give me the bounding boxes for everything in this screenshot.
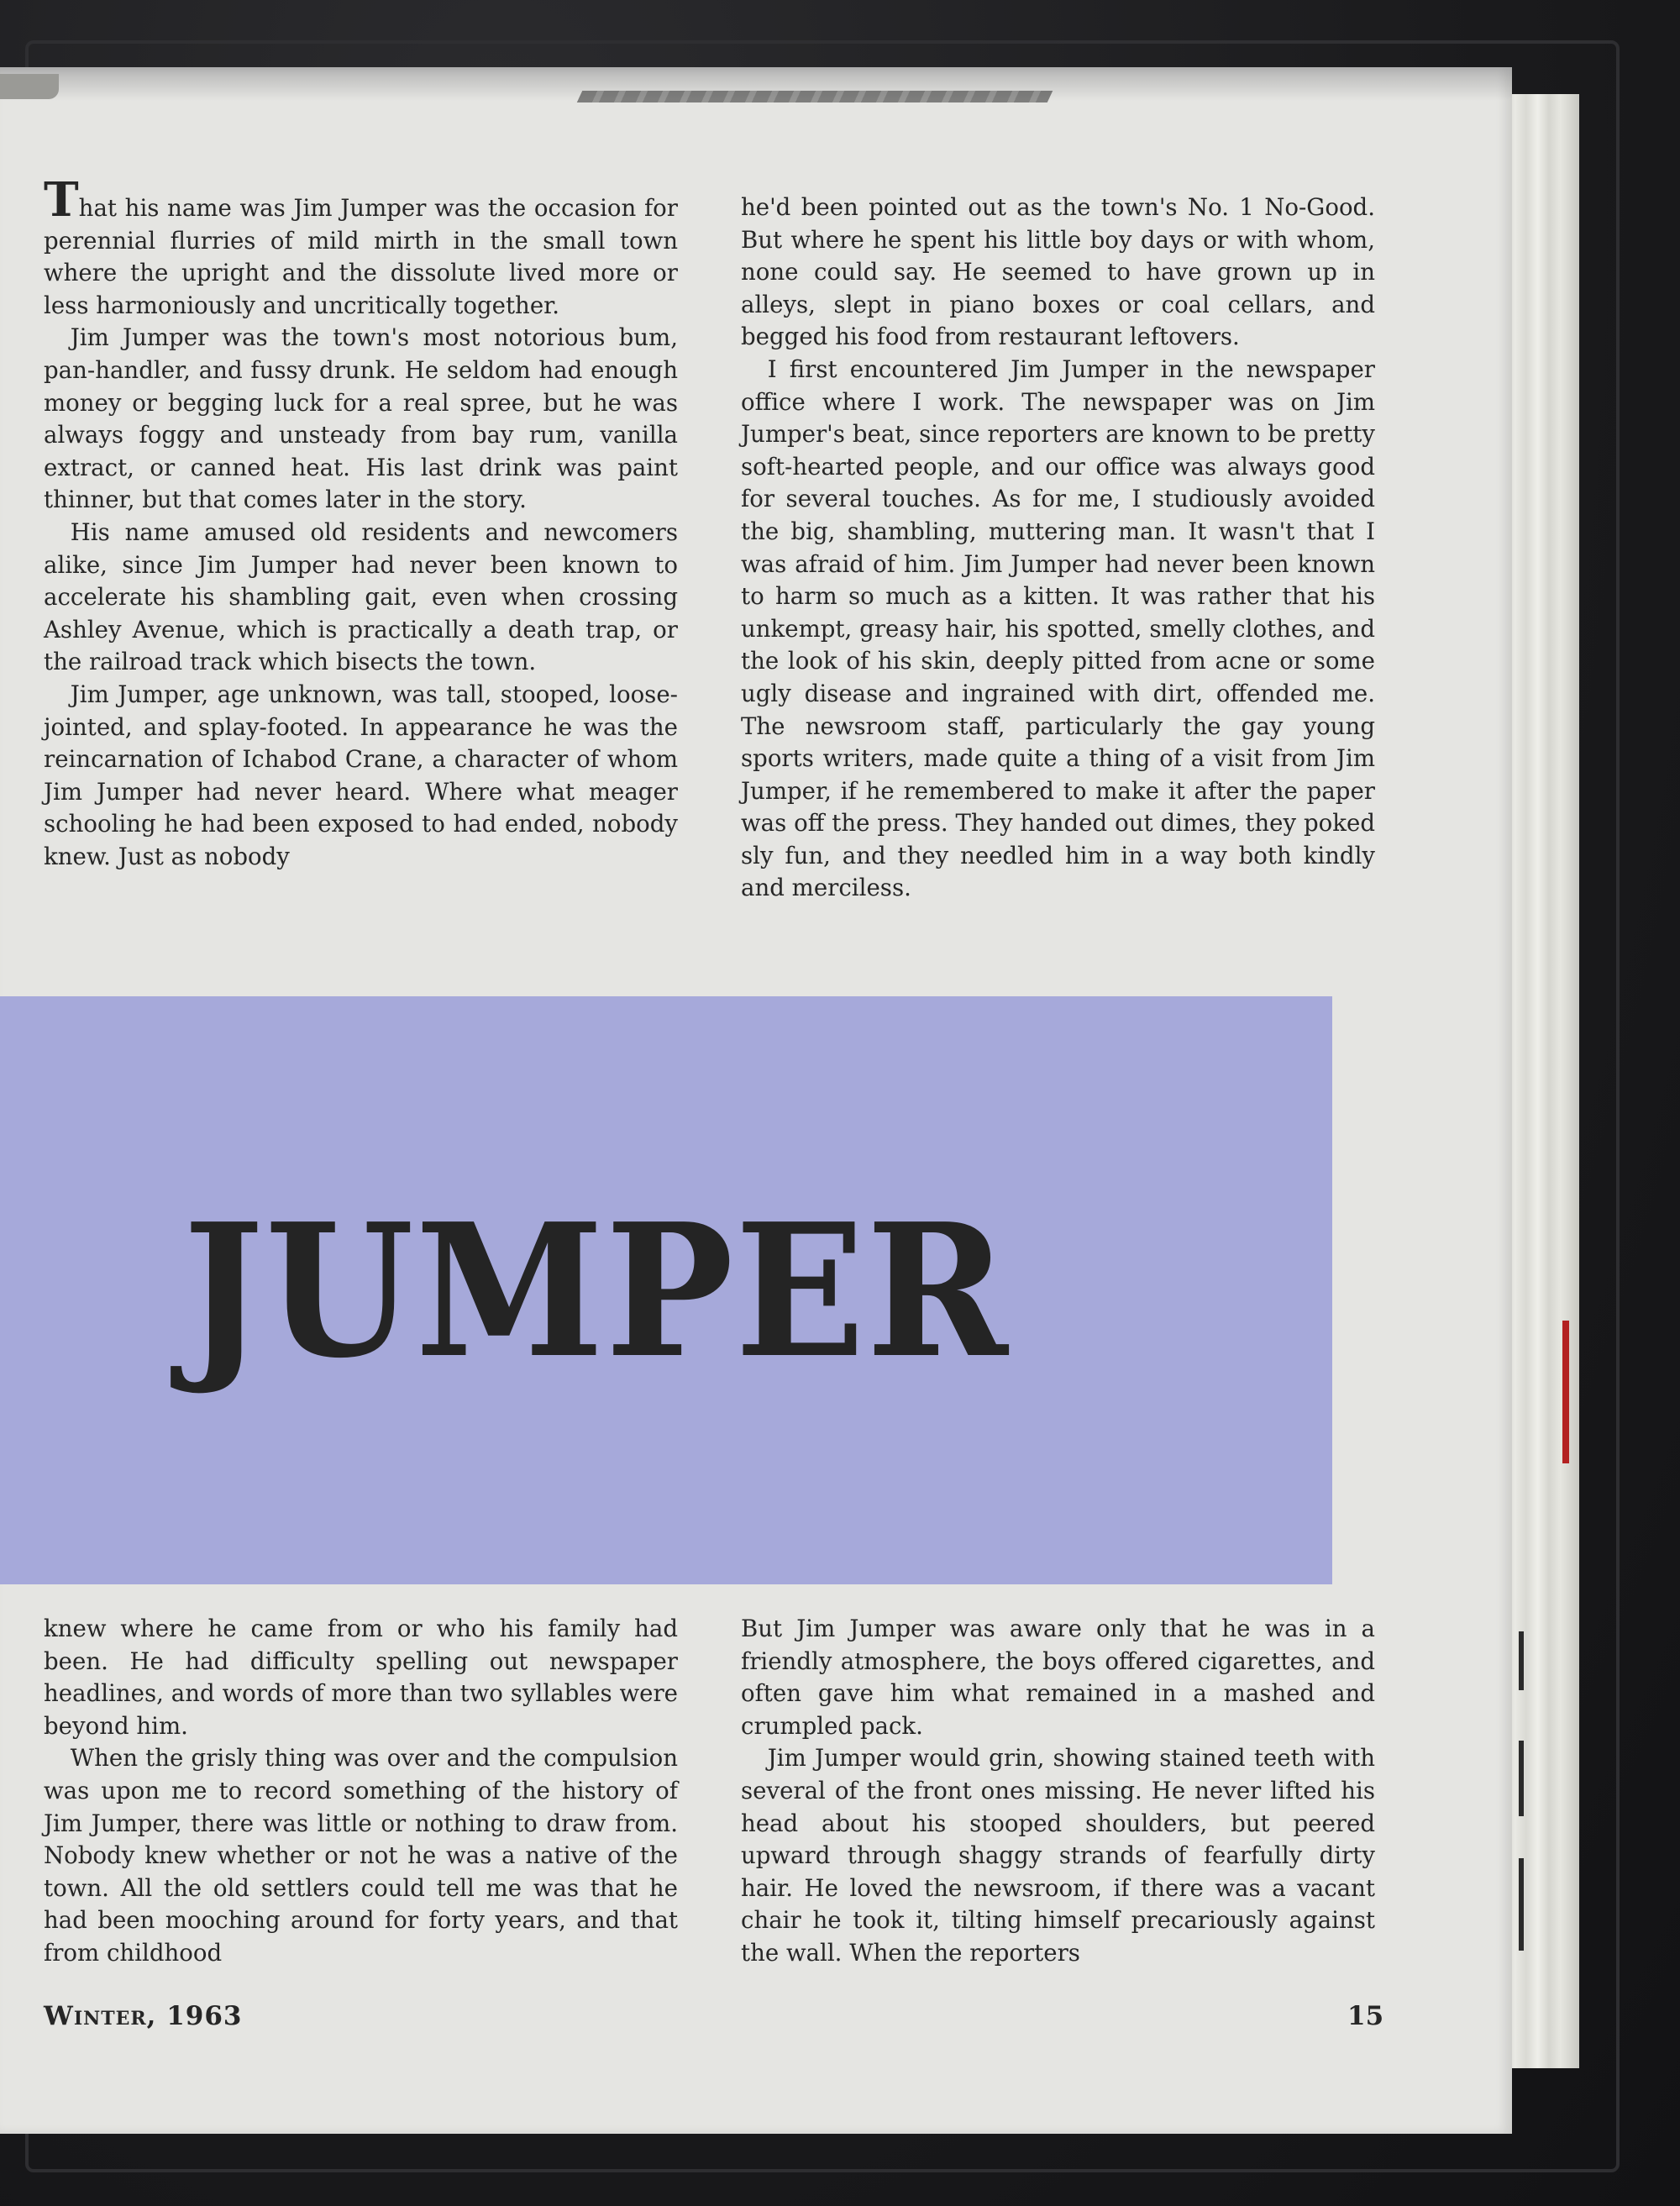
page-number: 15 <box>1347 2001 1384 2031</box>
article-paragraph: His name amused old residents and newcomers alike, since Jim Jumper had never been known to accelerate his shambling gait, even when crossing Ashley Avenue, which is practically a death trap, or the railroad track which bisects the town. <box>44 517 678 676</box>
article-paragraph: he'd been pointed out as the town's No. 1 No-Good. But where he spent his little boy days or with whom, none could say. He seemed to have grown up in alleys, slept in piano boxes or coal cellars, and begged his food from restaurant leftovers. <box>741 193 1375 351</box>
article-paragraph: Jim Jumper was the town's most notorious bum, pan-handler, and fussy drunk. He seldom had enough money or begging luck for a real spree, but he was always foggy and unsteady from bay rum, vanilla extract, or canned heat. His last drink was paint thinner, but that comes later in the story. <box>44 323 678 514</box>
torn-header-edge <box>577 91 1053 102</box>
page-stack-edge <box>1504 94 1579 2068</box>
binder-clip <box>0 74 59 99</box>
article-column-bottom-right <box>741 1613 1375 1970</box>
article-column-top-right <box>741 192 1375 905</box>
article-title: JUMPER <box>183 1184 1010 1399</box>
article-paragraph: When the grisly thing was over and the compulsion was upon me to record something of the history of Jim Jumper, there was little or nothing to draw from. Nobody knew whether or not he was a native of the town. All the old settlers could tell me was that he had been mooching around for forty years, and that from childhood <box>44 1744 678 1967</box>
article-paragraph: That his name was Jim Jumper was the occasion for perennial flurries of mild mirth in the small town where the upright and the dissolute lived more or less harmoniously and uncritically together. <box>44 172 678 319</box>
article-column-top-left <box>44 172 678 873</box>
issue-date: Winter, 1963 <box>44 2001 243 2031</box>
article-paragraph: But Jim Jumper was aware only that he was in a friendly atmosphere, the boys offered cigarettes, and often gave him what remained in a mashed and crumpled pack. <box>741 1615 1375 1740</box>
article-column-bottom-left <box>44 1613 678 1970</box>
article-paragraph: Jim Jumper, age unknown, was tall, stooped, loose-jointed, and splay-footed. In appearance he was the reincarnation of Ichabod Crane, a character of whom Jim Jumper had never heard. Where what meager schooling he had been exposed to had ended, nobody knew. Just as nobody <box>44 680 678 870</box>
article-paragraph: Jim Jumper would grin, showing stained teeth with several of the front ones missing. He never lifted his head about his stooped shoulders, but peered upward through shaggy strands of fearfully dirty hair. He loved the newsroom, if there was a vacant chair he took it, tilting himself precariously against the wall. When the reporters <box>741 1744 1375 1967</box>
article-paragraph: I first encountered Jim Jumper in the newspaper office where I work. The newspaper was on Jim Jumper's beat, since reporters are known to be pretty soft-hearted people, and our office was always good for several touches. As for me, I studiously avoided the big, shambling, muttering man. It wasn't that I was afraid of him. Jim Jumper had never been known to harm so much as a kitten. It was rather that his unkempt, greasy hair, his spotted, smelly clothes, and the look of his skin, deeply pitted from acne or some ugly disease and ingrained with dirt, offended me. The newsroom staff, particularly the gay young sports writers, made quite a thing of a visit from Jim Jumper, if he remembered to make it after the paper was off the press. They handed out dimes, they poked sly fun, and they needled him in a way both kindly and merciless. <box>741 355 1375 902</box>
article-paragraph: knew where he came from or who his family had been. He had difficulty spelling out newspaper headlines, and words of more than two syllables were beyond him. <box>44 1615 678 1740</box>
